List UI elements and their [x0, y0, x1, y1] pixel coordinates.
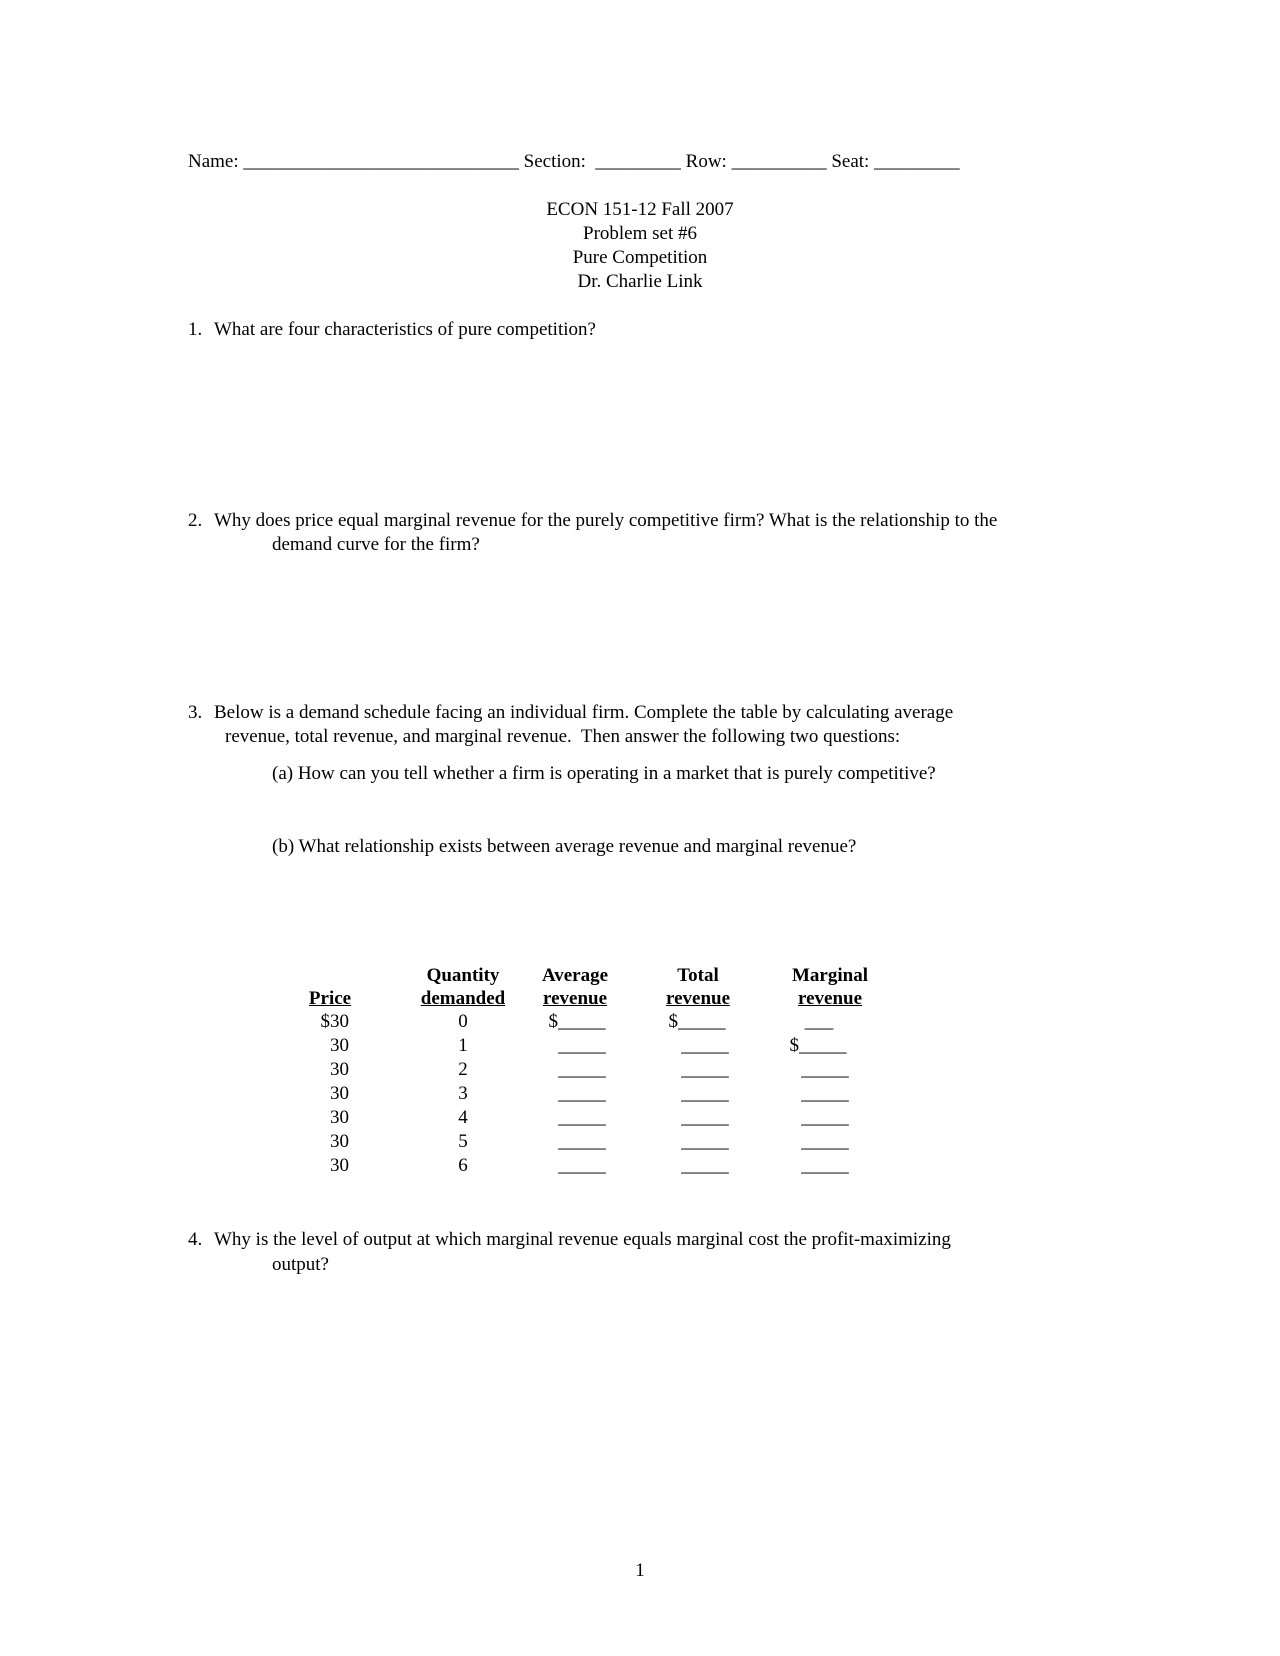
- question-3: [188, 701, 1088, 725]
- header-total-revenue: [648, 964, 748, 1010]
- question-3a: (a) How can you tell whether a firm is operating in a market that is purely competitive?: [272, 763, 936, 784]
- table-cell-marginal: _____: [801, 1155, 849, 1176]
- title-block: [0, 198, 1280, 294]
- course-title: ECON 151-12 Fall 2007: [546, 199, 734, 220]
- table-cell-marginal: _____: [801, 1131, 849, 1152]
- problem-set-title: Problem set #6: [583, 223, 697, 244]
- header-price: Price: [308, 988, 352, 1009]
- table-cell-total: _____: [681, 1035, 729, 1056]
- table-cell-price: $30: [320, 1011, 349, 1032]
- table-cell-marginal: $_____: [789, 1035, 847, 1056]
- table-cell-quantity: 4: [458, 1107, 468, 1128]
- header-marginal-revenue: [770, 964, 890, 1010]
- question-4-number: 4.: [188, 1229, 203, 1250]
- table-cell-quantity: 0: [458, 1011, 468, 1032]
- table-cell-total: _____: [681, 1131, 729, 1152]
- header-marginal-bottom: revenue: [797, 988, 863, 1009]
- question-1-text: What are four characteristics of pure competition?: [214, 319, 596, 340]
- table-cell-quantity: 1: [458, 1035, 468, 1056]
- table-cell-average: _____: [558, 1107, 606, 1128]
- table-cell-price: 30: [330, 1059, 349, 1080]
- question-2-number: 2.: [188, 510, 203, 531]
- question-4-line-1: Why is the level of output at which marginal revenue equals marginal cost the profit-maximizing: [214, 1229, 951, 1250]
- question-3-line-2: revenue, total revenue, and marginal revenue. Then answer the following two questions:: [225, 726, 901, 747]
- question-3-line-1: Below is a demand schedule facing an individual firm. Complete the table by calculating average: [214, 702, 954, 723]
- table-cell-average: _____: [558, 1035, 606, 1056]
- table-cell-marginal: ___: [804, 1011, 834, 1032]
- header-marginal-top: Marginal: [792, 965, 868, 986]
- table-cell-quantity: 3: [458, 1083, 468, 1104]
- table-cell-marginal: _____: [801, 1059, 849, 1080]
- table-cell-average: _____: [558, 1155, 606, 1176]
- table-cell-average: $_____: [548, 1011, 606, 1032]
- header-total-top: Total: [677, 965, 719, 986]
- question-1: [188, 318, 1088, 342]
- table-cell-total: _____: [681, 1059, 729, 1080]
- question-4-line-2: output?: [272, 1254, 329, 1275]
- question-1-number: 1.: [188, 319, 203, 340]
- question-2: [188, 509, 1088, 533]
- topic-title: Pure Competition: [572, 247, 708, 268]
- header-quantity-bottom: demanded: [420, 988, 506, 1009]
- table-cell-total: $_____: [668, 1011, 726, 1032]
- header-average-bottom: revenue: [542, 988, 608, 1009]
- table-cell-average: _____: [558, 1083, 606, 1104]
- question-3b: (b) What relationship exists between average revenue and marginal revenue?: [272, 836, 857, 857]
- table-cell-total: _____: [681, 1107, 729, 1128]
- table-cell-quantity: 2: [458, 1059, 468, 1080]
- student-info-line: Name: _____________________________ Section: _________ Row: __________ Seat: _________: [188, 151, 960, 172]
- question-3-number: 3.: [188, 702, 203, 723]
- question-4: [188, 1228, 1088, 1252]
- table-cell-price: 30: [330, 1155, 349, 1176]
- page-number: 1: [635, 1560, 645, 1581]
- header-quantity: [398, 964, 528, 1010]
- table-cell-total: _____: [681, 1083, 729, 1104]
- header-average-revenue: [520, 964, 630, 1010]
- table-cell-marginal: _____: [801, 1107, 849, 1128]
- table-cell-price: 30: [330, 1083, 349, 1104]
- table-cell-price: 30: [330, 1107, 349, 1128]
- header-total-bottom: revenue: [665, 988, 731, 1009]
- table-cell-price: 30: [330, 1035, 349, 1056]
- table-cell-total: _____: [681, 1155, 729, 1176]
- table-cell-marginal: _____: [801, 1083, 849, 1104]
- question-2-line-2: demand curve for the firm?: [272, 534, 480, 555]
- header-average-top: Average: [541, 965, 609, 986]
- question-2-line-1: Why does price equal marginal revenue for the purely competitive firm? What is the relationship to the: [214, 510, 998, 531]
- table-cell-average: _____: [558, 1131, 606, 1152]
- instructor-name: Dr. Charlie Link: [577, 271, 703, 292]
- table-cell-quantity: 6: [458, 1155, 468, 1176]
- table-cell-average: _____: [558, 1059, 606, 1080]
- table-cell-price: 30: [330, 1131, 349, 1152]
- header-quantity-top: Quantity: [426, 965, 500, 986]
- table-cell-quantity: 5: [458, 1131, 468, 1152]
